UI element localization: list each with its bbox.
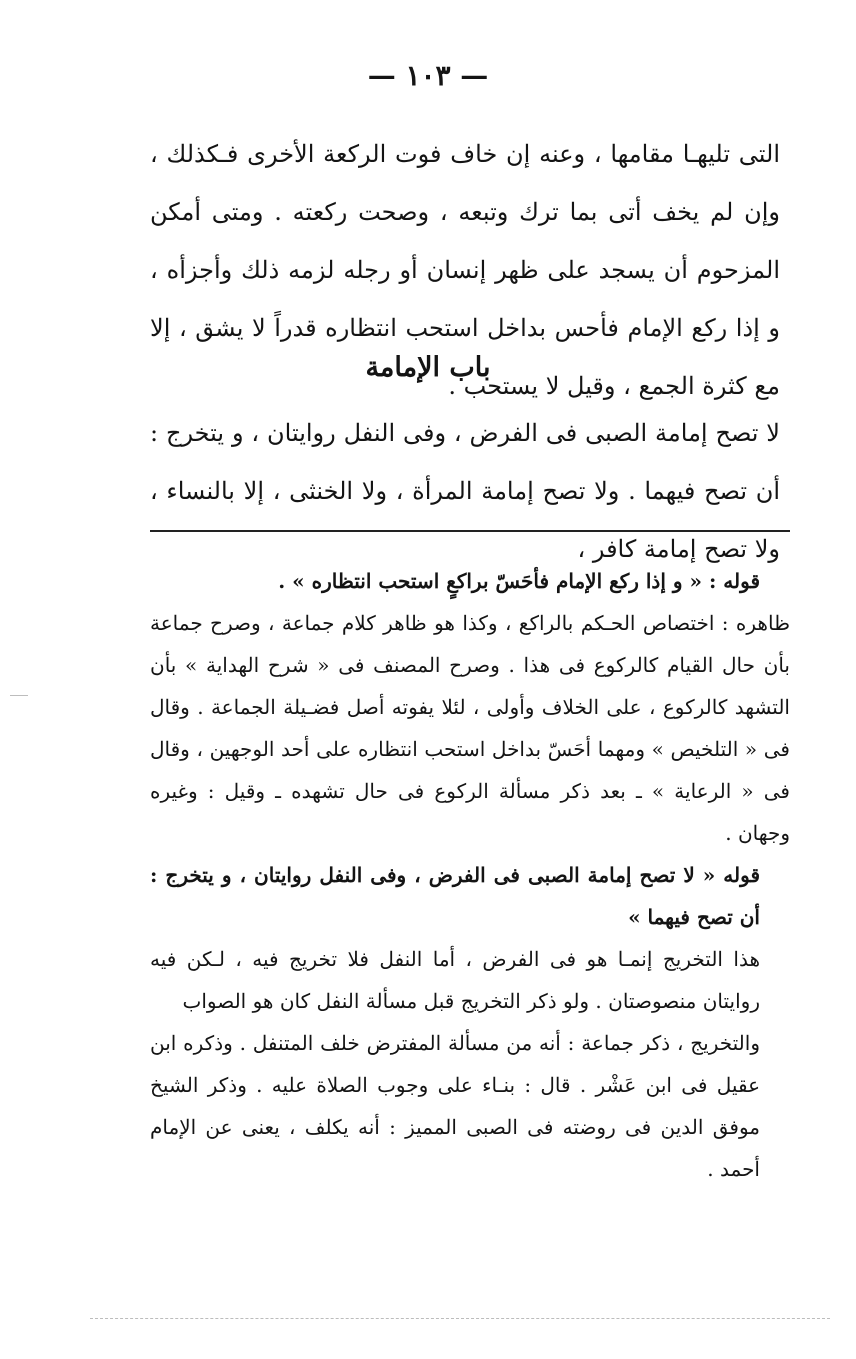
section-paragraph: لا تصح إمامة الصبى فى الفرض ، وفى النفل روايتان ، و يتخرج : أن تصح فيهما . ولا تصح إمامة المرأة ، ولا الخنثى ، إلا بالنساء ، ولا تصح إمامة كافر ،: [150, 419, 780, 563]
margin-mark: [10, 695, 28, 696]
page-bottom-edge: [90, 1318, 830, 1319]
commentary-lemma-2: قوله « لا تصح إمامة الصبى فى الفرض ، وفى النفل روايتان ، و يتخرج : أن تصح فيهما »: [150, 863, 760, 929]
main-paragraph: التى تليهـا مقامها ، وعنه إن خاف فوت الركعة الأخرى فـكذلك ، وإن لم يخف أتى بما ترك وتبعه ، وصحت ركعته . ومتى أمكن المزحوم أن يسجد على ظهر إنسان أو رجله لزمه ذلك وأجزأه ، و إذا ركع الإمام فأحس بداخل استحب انتظاره قدراً لا يشق ، إلا مع كثرة الجمع ، وقيل لا يستحب .: [150, 140, 780, 400]
commentary-lemma-1: قوله : « و إذا ركع الإمام فأحَسّ براكعٍ استحب انتظاره » .: [278, 569, 760, 593]
commentary-block: [150, 560, 790, 1190]
footnote-divider: [150, 530, 790, 532]
commentary-body-1: ظاهره : اختصاص الحـكم بالراكع ، وكذا هو ظاهر كلام جماعة ، وصرح جماعة بأن حال القيام كالركوع فى هذا . وصرح المصنف فى « شرح الهداية » بأن التشهد كالركوع ، على الخلاف وأولى ، لئلا يفوته أصل فضـيلة الجماعة . وقال فى « التلخيص » ومهما أحَسّ بداخل استحب انتظاره على أحد الوجهين ، وقال فى « الرعاية » ـ بعد ذكر مسألة الركوع فى حال تشهده ـ وقيل : وغيره وجهان .: [150, 611, 790, 845]
page-number: — ١٠٣ —: [367, 59, 489, 92]
commentary-body-2: هذا التخريج إنمـا هو فى الفرض ، أما النفل فلا تخريج فيه ، لـكن فيه روايتان منصوصتان . ولو ذكر التخريج قبل مسألة النفل كان هو الصواب: [150, 947, 760, 1013]
section-heading: باب الإمامة: [365, 352, 491, 383]
section-text-block: [150, 404, 780, 578]
commentary-body-3: والتخريج ، ذكر جماعة : أنه من مسألة المفترض خلف المتنفل . وذكره ابن عقيل فى ابن عَشْر . قال : بنـاء على وجوب الصلاة عليه . وذكر الشيخ موفق الدين فى روضته فى الصبى المميز : أنه يكلف ، يعنى عن الإمام أحمد .: [150, 1031, 760, 1181]
